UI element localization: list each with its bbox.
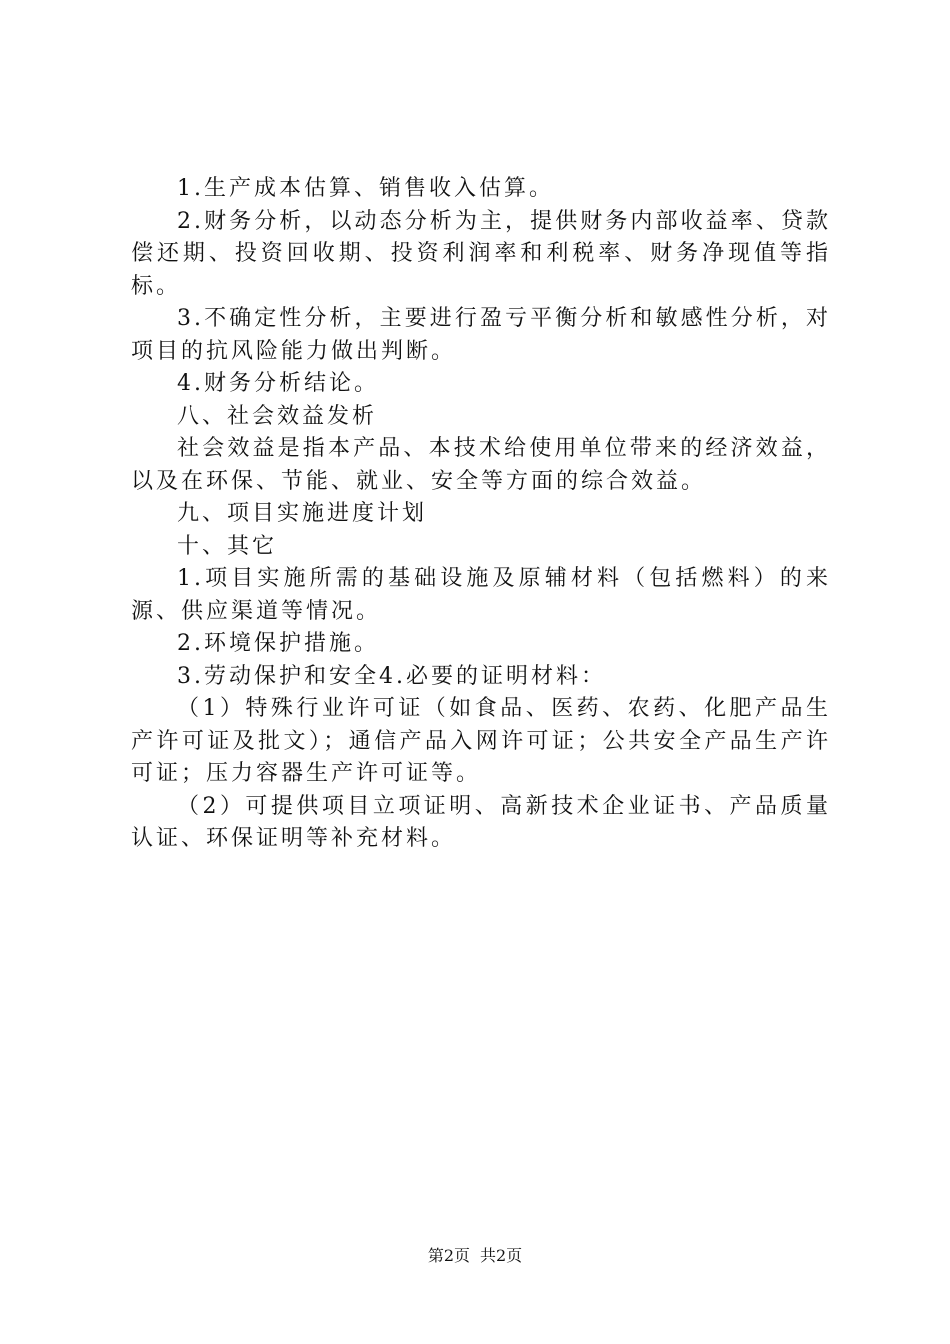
paragraph-supplementary: （2）可提供项目立项证明、高新技术企业证书、产品质量认证、环保证明等补充材料。 [131,793,831,851]
document-body [131,173,831,856]
page-number-total: 共2页 [480,1246,523,1265]
paragraph-uncertainty-analysis: 3.不确定性分析，主要进行盈亏平衡分析和敏感性分析，对项目的抗风险能力做出判断。 [131,306,831,364]
page-number-current: 第2页 [427,1246,470,1265]
paragraph-cost-estimate: 1.生产成本估算、销售收入估算。 [177,176,554,201]
page-footer [0,1243,950,1266]
section-heading-schedule: 九、项目实施进度计划 [177,501,428,526]
section-heading-other: 十、其它 [177,533,278,559]
paragraph-financial-analysis: 2.财务分析，以动态分析为主，提供财务内部收益率、贷款偿还期、投资回收期、投资利润率和利税率、财务净现值等指标。 [131,208,831,299]
paragraph-infrastructure: 1.项目实施所需的基础设施及原辅材料（包括燃料）的来源、供应渠道等情况。 [131,566,831,624]
paragraph-financial-conclusion: 4.财务分析结论。 [177,371,379,396]
paragraph-labor-protection: 3.劳动保护和安全4.必要的证明材料： [177,663,606,689]
section-heading-social-benefit: 八、社会效益发析 [177,403,378,429]
paragraph-licenses: （1）特殊行业许可证（如食品、医药、农药、化肥产品生产许可证及批文）；通信产品入网许可证；公共安全产品生产许可证；压力容器生产许可证等。 [131,696,831,786]
paragraph-social-benefit: 社会效益是指本产品、本技术给使用单位带来的经济效益，以及在环保、节能、就业、安全等方面的综合效益。 [131,436,831,494]
paragraph-environment: 2.环境保护措施。 [177,631,379,656]
